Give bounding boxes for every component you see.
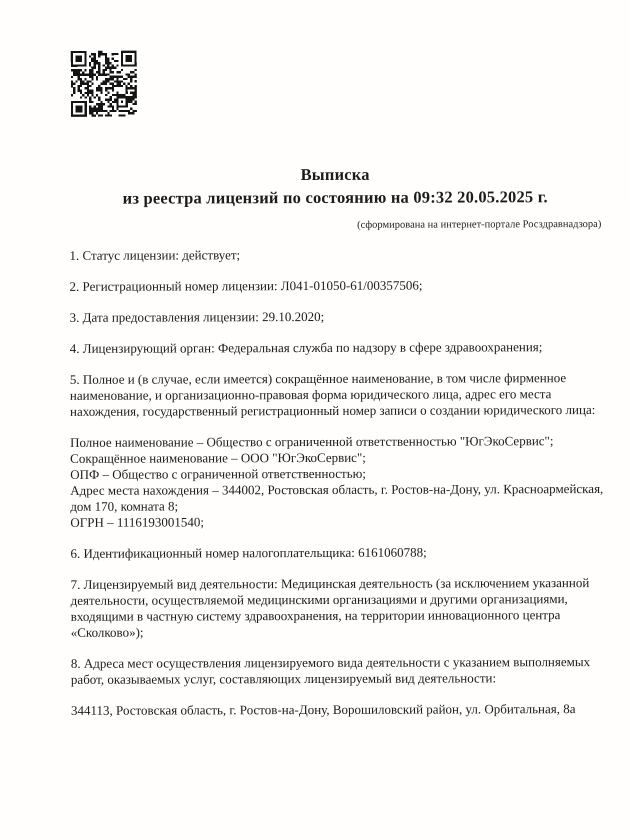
paragraph-grant-date: 3. Дата предоставления лицензии: 29.10.2020;: [69, 308, 325, 325]
paragraph-license-status: 1. Статус лицензии: действует;: [69, 247, 241, 263]
paragraph-name-section-heading: 5. Полное и (в случае, если имеется) сокращённое наименование, в том числе фирменное наименование, и организационно-правовая форма юридического лица, адрес его места нахождения, государственный регистрационный номер записи о создании юридического лица:: [69, 370, 596, 419]
document-body: [69, 246, 629, 734]
document-title: [69, 162, 601, 210]
document-subtitle: (сформирована на интернет-портале Росздравнадзора): [357, 218, 602, 231]
paragraph-licensed-activity: 7. Лицензируемый вид деятельности: Медицинская деятельность (за исключением указанной деятельности, осуществляемой медицинскими организациями и другими организациями, входящими в частную систему здравоохранения, на территории инновационного центра «Сколково»);: [70, 575, 590, 640]
paragraph-taxpayer-id: 6. Идентификационный номер налогоплательщика: 6161060788;: [70, 544, 427, 561]
paragraph-registration-number: 2. Регистрационный номер лицензии: Л041-01050-61/00357506;: [69, 277, 423, 294]
title-line-1: Выписка: [300, 164, 370, 185]
qr-code: [71, 51, 137, 117]
title-line-2: из реестра лицензий по состоянию на 09:32 20.05.2025 г.: [122, 187, 548, 208]
paragraph-organization-details: Полное наименование – Общество с ограниченной ответственностью "ЮгЭкоСервис"; Сокращённое наименование – ООО "ЮгЭкоСервис"; ОПФ – Общество с ограниченной ответственностью; Адрес места нахождения – 344002, Ростовская область, г. Ростов-на-Дону, ул. Красноармейская, дом 170, комната 8; ОГРН – 1116193001540;: [70, 433, 604, 530]
paragraph-activity-address: 344113, Ростовская область, г. Ростов-на-Дону, Ворошиловский район, ул. Орбитальная, 8а: [70, 701, 576, 718]
paragraph-licensing-authority: 4. Лицензирующий орган: Федеральная служба по надзору в сфере здравоохранения;: [69, 339, 543, 356]
paragraph-addresses-heading: 8. Адреса мест осуществления лицензируемого вида деятельности с указанием выполняемых работ, оказываемых услуг, составляющих лицензируемый вид деятельности:: [70, 654, 591, 687]
